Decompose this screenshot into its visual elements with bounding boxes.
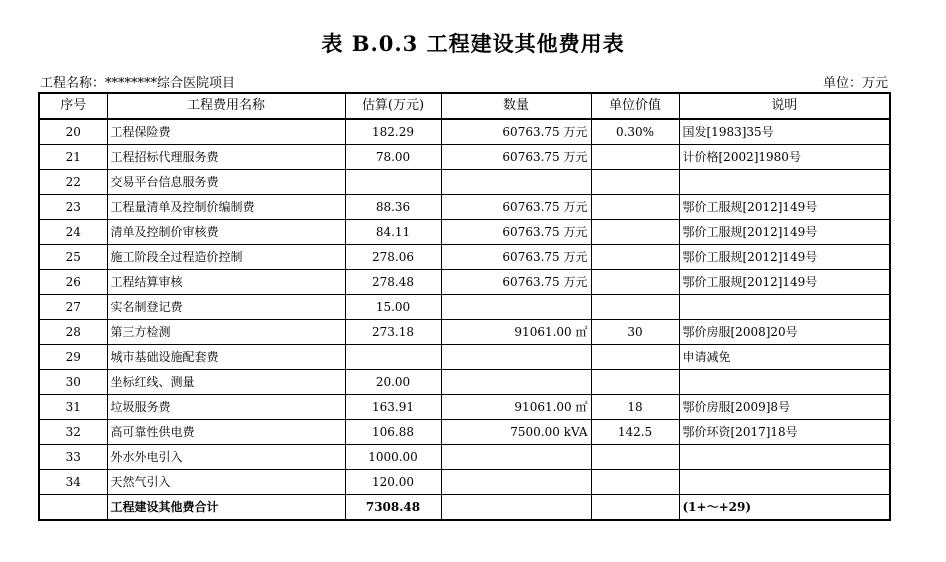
row-note <box>679 295 890 320</box>
row-name: 交易平台信息服务费 <box>107 170 345 195</box>
table-header-row <box>39 93 890 119</box>
row-unit-price <box>591 195 679 220</box>
table-row <box>39 345 890 370</box>
row-unit-price <box>591 445 679 470</box>
row-no: 26 <box>39 270 107 295</box>
row-no: 23 <box>39 195 107 220</box>
row-estimate: 106.88 <box>345 420 441 445</box>
row-unit-price <box>591 495 679 521</box>
row-note: 鄂价环资[2017]18号 <box>679 420 890 445</box>
table-row <box>39 320 890 345</box>
row-name: 工程建设其他费合计 <box>107 495 345 521</box>
row-unit-price: 18 <box>591 395 679 420</box>
header-note: 说明 <box>679 93 890 119</box>
row-estimate: 20.00 <box>345 370 441 395</box>
row-estimate: 273.18 <box>345 320 441 345</box>
row-no: 20 <box>39 119 107 145</box>
row-unit-price <box>591 145 679 170</box>
row-name: 第三方检测 <box>107 320 345 345</box>
page-title: 表 B.0.3 工程建设其他费用表 <box>321 31 625 56</box>
row-note: 国发[1983]35号 <box>679 119 890 145</box>
row-quantity: 60763.75 万元 <box>441 145 591 170</box>
row-note <box>679 170 890 195</box>
row-quantity: 91061.00 ㎡ <box>441 320 591 345</box>
row-estimate <box>345 345 441 370</box>
row-note: 鄂价工服规[2012]149号 <box>679 245 890 270</box>
row-quantity <box>441 295 591 320</box>
row-quantity <box>441 345 591 370</box>
row-quantity <box>441 495 591 521</box>
row-name: 高可靠性供电费 <box>107 420 345 445</box>
table-row <box>39 420 890 445</box>
row-unit-price <box>591 245 679 270</box>
table-row <box>39 195 890 220</box>
table-row <box>39 470 890 495</box>
row-name: 实名制登记费 <box>107 295 345 320</box>
row-no: 21 <box>39 145 107 170</box>
header-no: 序号 <box>39 93 107 119</box>
row-unit-price <box>591 295 679 320</box>
row-quantity: 91061.00 ㎡ <box>441 395 591 420</box>
row-unit-price <box>591 370 679 395</box>
row-no: 24 <box>39 220 107 245</box>
table-row <box>39 395 890 420</box>
row-quantity: 60763.75 万元 <box>441 245 591 270</box>
row-estimate: 278.48 <box>345 270 441 295</box>
row-no: 27 <box>39 295 107 320</box>
row-note: (1+～+29) <box>679 495 890 521</box>
row-no: 25 <box>39 245 107 270</box>
row-estimate: 7308.48 <box>345 495 441 521</box>
row-no: 30 <box>39 370 107 395</box>
row-note: 鄂价房服[2009]8号 <box>679 395 890 420</box>
row-quantity: 60763.75 万元 <box>441 270 591 295</box>
row-name: 工程结算审核 <box>107 270 345 295</box>
row-note: 鄂价工服规[2012]149号 <box>679 195 890 220</box>
row-note <box>679 445 890 470</box>
row-name: 工程量清单及控制价编制费 <box>107 195 345 220</box>
row-no: 29 <box>39 345 107 370</box>
row-estimate: 278.06 <box>345 245 441 270</box>
row-note: 鄂价工服规[2012]149号 <box>679 220 890 245</box>
row-quantity <box>441 370 591 395</box>
row-note: 计价格[2002]1980号 <box>679 145 890 170</box>
row-quantity: 60763.75 万元 <box>441 220 591 245</box>
row-unit-price <box>591 220 679 245</box>
row-unit-price: 142.5 <box>591 420 679 445</box>
row-unit-price <box>591 345 679 370</box>
row-quantity <box>441 470 591 495</box>
project-name: 工程名称：********综合医院项目 <box>40 76 236 91</box>
table-row <box>39 119 890 145</box>
table-row <box>39 220 890 245</box>
table-row <box>39 370 890 395</box>
row-no: 22 <box>39 170 107 195</box>
row-unit-price <box>591 270 679 295</box>
row-name: 工程保险费 <box>107 119 345 145</box>
row-quantity <box>441 445 591 470</box>
row-no: 32 <box>39 420 107 445</box>
row-unit-price: 30 <box>591 320 679 345</box>
row-estimate: 88.36 <box>345 195 441 220</box>
row-no: 33 <box>39 445 107 470</box>
row-unit-price <box>591 470 679 495</box>
row-no <box>39 495 107 521</box>
row-quantity: 60763.75 万元 <box>441 195 591 220</box>
header-unit-price: 单位价值 <box>591 93 679 119</box>
row-quantity <box>441 170 591 195</box>
row-name: 城市基础设施配套费 <box>107 345 345 370</box>
row-estimate: 84.11 <box>345 220 441 245</box>
row-quantity: 7500.00 kVA <box>441 420 591 445</box>
row-estimate: 78.00 <box>345 145 441 170</box>
row-note: 鄂价工服规[2012]149号 <box>679 270 890 295</box>
row-estimate: 163.91 <box>345 395 441 420</box>
row-unit-price: 0.30% <box>591 119 679 145</box>
unit-label: 单位：万元 <box>822 76 888 91</box>
row-name: 坐标红线、测量 <box>107 370 345 395</box>
header-estimate: 估算(万元) <box>345 93 441 119</box>
row-name: 清单及控制价审核费 <box>107 220 345 245</box>
row-name: 外水外电引入 <box>107 445 345 470</box>
row-note <box>679 370 890 395</box>
table-row <box>39 445 890 470</box>
header-quantity: 数量 <box>441 93 591 119</box>
row-estimate: 1000.00 <box>345 445 441 470</box>
row-estimate: 182.29 <box>345 119 441 145</box>
cost-table <box>38 92 891 521</box>
row-name: 垃圾服务费 <box>107 395 345 420</box>
table-row <box>39 145 890 170</box>
row-no: 31 <box>39 395 107 420</box>
header-name: 工程费用名称 <box>107 93 345 119</box>
row-estimate: 120.00 <box>345 470 441 495</box>
row-unit-price <box>591 170 679 195</box>
row-estimate <box>345 170 441 195</box>
row-name: 工程招标代理服务费 <box>107 145 345 170</box>
row-quantity: 60763.75 万元 <box>441 119 591 145</box>
table-total-row <box>39 495 890 521</box>
row-note: 申请减免 <box>679 345 890 370</box>
row-estimate: 15.00 <box>345 295 441 320</box>
row-no: 34 <box>39 470 107 495</box>
table-row <box>39 295 890 320</box>
row-no: 28 <box>39 320 107 345</box>
row-note: 鄂价房服[2008]20号 <box>679 320 890 345</box>
row-note <box>679 470 890 495</box>
table-row <box>39 170 890 195</box>
row-name: 施工阶段全过程造价控制 <box>107 245 345 270</box>
table-row <box>39 270 890 295</box>
row-name: 天然气引入 <box>107 470 345 495</box>
table-row <box>39 245 890 270</box>
